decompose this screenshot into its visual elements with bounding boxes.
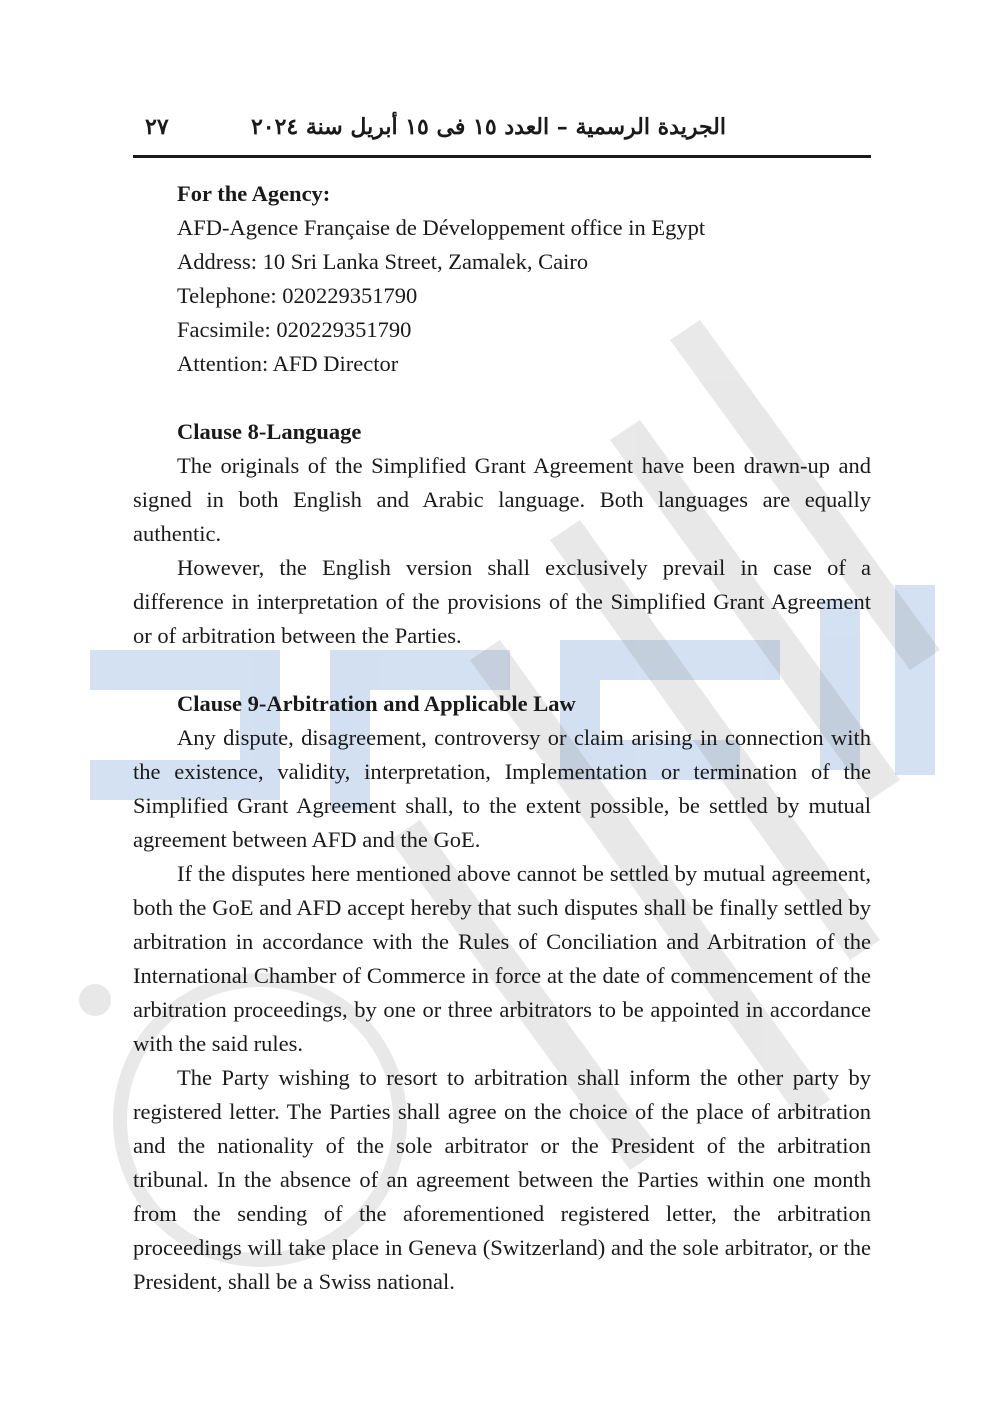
clause-9-paragraph: If the disputes here mentioned above cannot be settled by mutual agreement, both the GoE and AFD accept hereby that such disputes shall be finally settled by arbitration in accordance with the Rules of Conciliation and Arbitration of the International Chamber of Commerce in force at the date of commencement of the arbitration proceedings, by one or three arbitrators to be appointed in accordance with the said rules. — [133, 861, 871, 1056]
clause-9-section — [133, 687, 871, 1299]
agency-line: AFD-Agence Française de Développement office in Egypt — [177, 215, 706, 240]
agency-heading: For the Agency: — [177, 181, 331, 206]
clause-8-section — [133, 415, 871, 653]
spacer — [133, 653, 871, 687]
agency-line: Facsimile: 020229351790 — [177, 317, 412, 342]
clause-8-paragraph: However, the English version shall exclusively prevail in case of a difference in interpretation of the provisions of the Simplified Grant Agreement or of arbitration between the Parties. — [133, 555, 871, 648]
agency-contact-block — [133, 177, 871, 381]
clause-8-heading: Clause 8-Language — [177, 419, 362, 444]
page-number: ٢٧ — [145, 114, 169, 140]
document-body — [133, 177, 871, 1299]
spacer — [133, 381, 871, 415]
clause-8-paragraph: The originals of the Simplified Grant Agreement have been drawn-up and signed in both English and Arabic language. Both languages are equally authentic. — [133, 453, 871, 546]
agency-line: Address: 10 Sri Lanka Street, Zamalek, Cairo — [177, 249, 589, 274]
gazette-title: الجريدة الرسمية – العدد ١٥ فى ١٥ أبريل سنة ٢٠٢٤ — [250, 114, 726, 140]
clause-9-paragraph: The Party wishing to resort to arbitration shall inform the other party by registered letter. The Parties shall agree on the choice of the place of arbitration and the nationality of the sole arbitrator or the President of the arbitration tribunal. In the absence of an agreement between the Parties within one month from the sending of the aforementioned registered letter, the arbitration proceedings will take place in Geneva (Switzerland) and the sole arbitrator, or the President, shall be a Swiss national. — [133, 1065, 871, 1294]
agency-line: Attention: AFD Director — [177, 351, 399, 376]
page-header — [133, 112, 871, 152]
agency-line: Telephone: 020229351790 — [177, 283, 418, 308]
clause-9-heading: Clause 9-Arbitration and Applicable Law — [177, 691, 576, 716]
header-divider — [133, 155, 871, 158]
clause-9-paragraph: Any dispute, disagreement, controversy or claim arising in connection with the existence, validity, interpretation, Implementation or termination of the Simplified Grant Agreement shall, to the extent possible, be settled by mutual agreement between AFD and the GoE. — [133, 725, 871, 852]
